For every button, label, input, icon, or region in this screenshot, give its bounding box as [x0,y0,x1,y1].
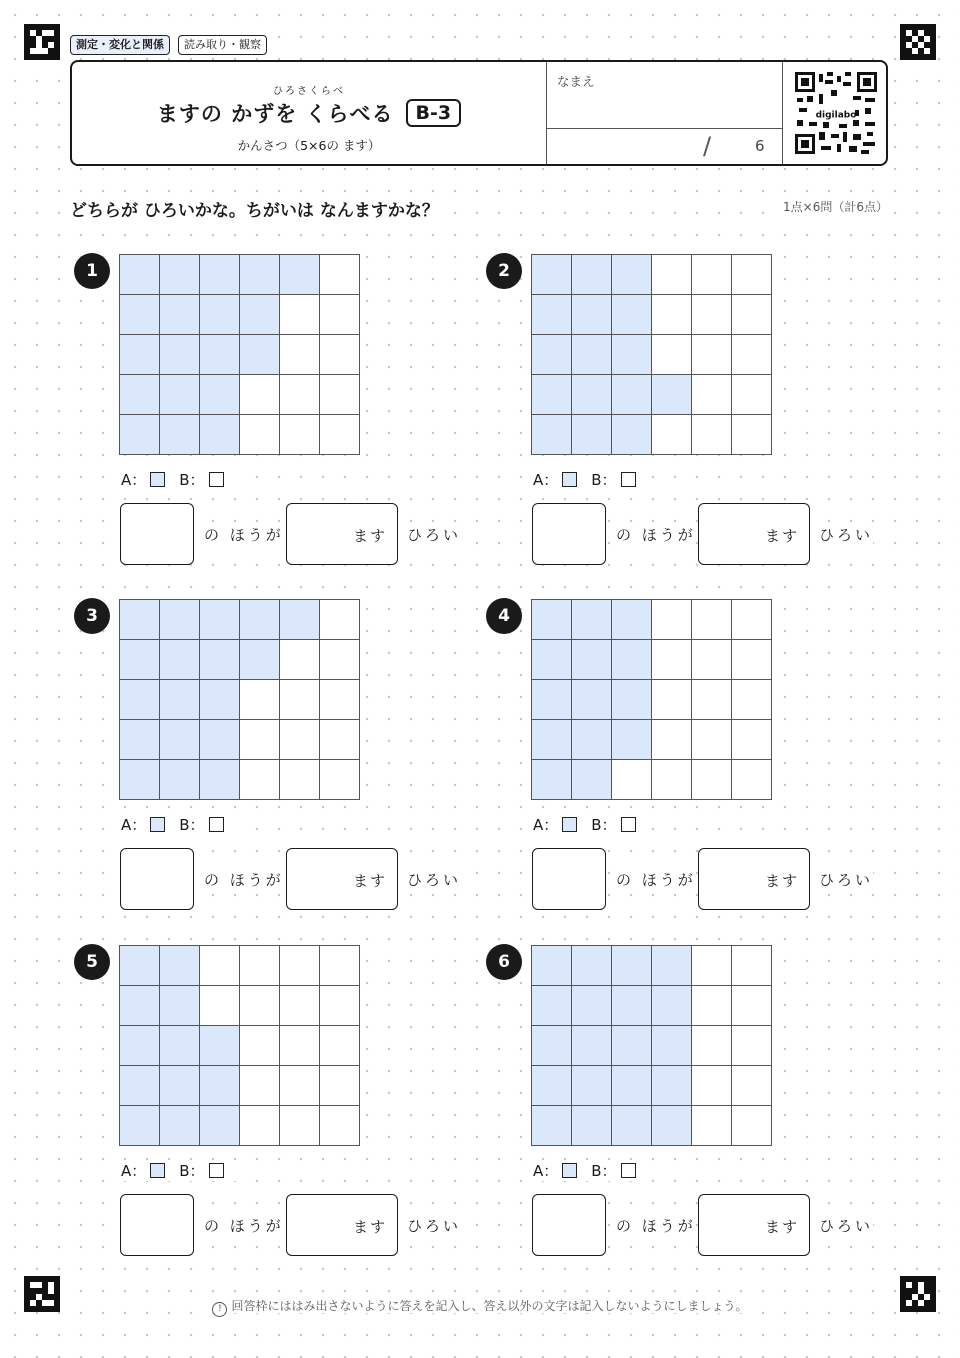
grid-cell-b [320,640,360,680]
grid-cell-a [612,946,652,986]
question-text: どちらが ひろいかな。ちがいは なんますかな？ [70,196,439,221]
grid-cell-a [532,1106,572,1146]
grid-cell-a [572,335,612,375]
corner-marker-top-left [24,24,60,60]
worksheet-subtitle: かんさつ（5×6の ます） [237,138,381,153]
grid-cell-b [320,375,360,415]
grid-cell-a [120,600,160,640]
grid-cell-b [280,946,320,986]
legend-b-label: B： [591,471,617,489]
grid-cell-b [240,1066,280,1106]
level-badge: B-3 [406,99,462,127]
legend-a-swatch [150,472,165,487]
grid-cell-a [572,295,612,335]
grid-cell-a [572,415,612,455]
grid-cell-a [120,375,160,415]
grid-cell-a [120,335,160,375]
answer-difference-box[interactable] [286,848,398,910]
grid-cell-a [572,986,612,1026]
legend-a-swatch [150,1163,165,1178]
grid-cell-b [652,760,692,800]
grid-cell-b [280,680,320,720]
grid-cell-b [612,760,652,800]
grid-cell-a [160,335,200,375]
legend-a-label: A： [533,816,559,834]
grid-cell-b [732,600,772,640]
grid-cell-b [692,640,732,680]
grid-cell-a [572,600,612,640]
grid-cell-a [160,1066,200,1106]
problem-5 [74,944,474,1274]
problem-number: 5 [74,944,110,980]
grid-cell-b [652,680,692,720]
problem-number: 2 [486,253,522,289]
footer-text: 回答枠にははみ出さないように答えを記入し、答え以外の文字は記入しないようにしましょう。 [231,1299,748,1313]
grid-cell-b [320,600,360,640]
answer-difference-box[interactable] [698,503,810,565]
legend-a-swatch [562,1163,577,1178]
grid-cell-a [120,720,160,760]
grid-cell-a [160,1106,200,1146]
grid-cell-a [160,640,200,680]
grid-cell-a [612,375,652,415]
grid-cell-b [280,1106,320,1146]
grid-cell-a [120,1106,160,1146]
legend [531,469,652,490]
grid-cell-b [320,986,360,1026]
grid-cell-a [612,1026,652,1066]
grid-cell-a [120,986,160,1026]
grid-cell-a [572,760,612,800]
problem-1 [74,253,474,583]
grid-cell-a [532,600,572,640]
grid-cell-b [280,720,320,760]
legend-a-swatch [150,817,165,832]
grid-cell-a [572,720,612,760]
grid-cell-a [200,680,240,720]
grid-cell-a [160,415,200,455]
problem-number: 6 [486,944,522,980]
answer-row [120,848,470,910]
grid-cell-a [532,946,572,986]
name-field[interactable] [546,62,783,129]
grid-cell-b [692,760,732,800]
grid-cell-a [652,1066,692,1106]
grid-cell-a [200,640,240,680]
grid-cell-b [652,335,692,375]
grid-cell-b [732,1066,772,1106]
legend-a-label: A： [121,471,147,489]
grid-cell-b [692,986,732,1026]
grid-cell-b [280,986,320,1026]
grid-cell-b [320,680,360,720]
grid-cell-a [612,295,652,335]
grid-cell-b [280,415,320,455]
grid-cell-b [732,680,772,720]
grid-cell-b [320,1066,360,1106]
answer-end-text: ひろい [407,1217,462,1235]
grid-cell-b [732,375,772,415]
grid-cell-b [200,986,240,1026]
score-total: 6 [755,137,765,155]
legend-b-swatch [209,1163,224,1178]
corner-marker-top-right [900,24,936,60]
grid-cell-b [692,1026,732,1066]
legend-b-swatch [621,817,636,832]
grid-cell-a [532,295,572,335]
grid-cell-a [160,946,200,986]
grid-cell-a [160,1026,200,1066]
grid-cell-a [160,760,200,800]
grid-cell-a [240,335,280,375]
grid-cell-b [652,295,692,335]
legend-b-label: B： [591,816,617,834]
grid-cell-a [652,986,692,1026]
grid-cell-a [240,295,280,335]
grid-cell-b [240,415,280,455]
grid-cell-a [532,986,572,1026]
grid-cell-a [160,295,200,335]
grid-cell-b [652,415,692,455]
grid-cell-a [120,415,160,455]
grid-cell-b [280,375,320,415]
qr-label: digilabo [815,110,857,121]
square-grid [119,945,360,1146]
grid-cell-b [692,375,732,415]
grid-cell-b [652,720,692,760]
grid-cell-a [532,720,572,760]
grid-cell-a [612,600,652,640]
answer-letter-box[interactable] [120,1194,194,1256]
grid-cell-a [200,1066,240,1106]
grid-cell-b [692,720,732,760]
grid-cell-b [652,600,692,640]
legend-b-label: B： [179,816,205,834]
grid-cell-a [240,640,280,680]
grid-cell-b [240,946,280,986]
grid-cell-a [532,760,572,800]
answer-end-text: ひろい [407,871,462,889]
answer-row [532,848,882,910]
grid-cell-a [200,415,240,455]
grid-cell-a [200,760,240,800]
grid-cell-b [320,415,360,455]
problem-number: 3 [74,598,110,634]
grid-cell-b [692,335,732,375]
grid-cell-b [692,680,732,720]
answer-row [120,503,470,565]
legend [531,814,652,835]
grid-cell-a [572,1106,612,1146]
problem-4 [486,598,886,928]
points-note: 1点×6問（計6点） [783,200,888,214]
grid-cell-a [612,255,652,295]
footer-note [0,1297,960,1317]
grid-cell-a [120,295,160,335]
legend [119,469,240,490]
answer-difference-box[interactable] [286,1194,398,1256]
grid-cell-b [652,640,692,680]
grid-cell-a [160,255,200,295]
answer-difference-box[interactable] [698,1194,810,1256]
title-area [72,62,546,164]
grid-cell-b [320,335,360,375]
answer-letter-box[interactable] [532,848,606,910]
grid-cell-b [280,760,320,800]
grid-cell-a [572,375,612,415]
grid-cell-a [532,680,572,720]
grid-cell-b [692,255,732,295]
grid-cell-a [572,946,612,986]
answer-letter-box[interactable] [120,848,194,910]
grid-cell-a [572,255,612,295]
answer-end-text: ひろい [407,526,462,544]
square-grid [119,599,360,800]
grid-cell-a [160,680,200,720]
grid-cell-a [120,255,160,295]
grid-cell-a [120,680,160,720]
grid-cell-a [532,640,572,680]
grid-cell-a [200,375,240,415]
grid-cell-a [532,375,572,415]
grid-cell-a [612,1106,652,1146]
qr-code-area [782,62,887,164]
answer-end-text: ひろい [819,871,874,889]
square-grid [119,254,360,455]
grid-cell-a [280,600,320,640]
legend-a-swatch [562,472,577,487]
grid-cell-b [732,415,772,455]
legend-b-swatch [209,472,224,487]
grid-cell-b [320,1026,360,1066]
grid-cell-a [200,255,240,295]
legend-a-label: A： [121,816,147,834]
grid-cell-a [612,335,652,375]
qr-code-icon [795,72,877,154]
grid-cell-b [320,720,360,760]
answer-middle-text: の ほうが [204,1217,284,1235]
category-tag: 測定・変化と関係 [70,35,170,55]
grid-cell-a [532,255,572,295]
answer-row [120,1194,470,1256]
grid-cell-b [200,946,240,986]
grid-cell-a [532,1066,572,1106]
legend-b-label: B： [179,471,205,489]
grid-cell-a [160,720,200,760]
grid-cell-a [652,1106,692,1146]
answer-end-text: ひろい [819,526,874,544]
legend-b-label: B： [179,1162,205,1180]
answer-middle-text: の ほうが [616,526,696,544]
grid-cell-b [732,986,772,1026]
legend-b-swatch [621,472,636,487]
grid-cell-a [200,1026,240,1066]
problem-number: 4 [486,598,522,634]
answer-letter-box[interactable] [532,503,606,565]
legend-a-label: A： [533,1162,559,1180]
grid-cell-a [612,680,652,720]
grid-cell-a [532,335,572,375]
grid-cell-b [280,335,320,375]
grid-cell-b [320,946,360,986]
grid-cell-b [240,375,280,415]
grid-cell-b [280,295,320,335]
skill-tag: 読み取り・観察 [178,35,267,55]
square-grid [531,254,772,455]
answer-unit: ます [764,1218,799,1236]
grid-cell-a [120,760,160,800]
grid-cell-a [572,1026,612,1066]
grid-cell-b [732,335,772,375]
grid-cell-a [200,335,240,375]
grid-cell-b [732,1026,772,1066]
answer-middle-text: の ほうが [204,526,284,544]
grid-cell-a [200,600,240,640]
grid-cell-a [612,720,652,760]
grid-cell-b [280,1066,320,1106]
grid-cell-b [240,986,280,1026]
grid-cell-b [320,295,360,335]
legend-a-swatch [562,817,577,832]
grid-cell-b [732,720,772,760]
answer-unit: ます [352,527,387,545]
answer-middle-text: の ほうが [616,871,696,889]
grid-cell-b [320,760,360,800]
grid-cell-a [280,255,320,295]
answer-unit: ます [352,1218,387,1236]
answer-middle-text: の ほうが [204,871,284,889]
grid-cell-b [692,295,732,335]
answer-difference-box[interactable] [698,848,810,910]
legend-a-label: A： [533,471,559,489]
grid-cell-b [692,946,732,986]
grid-cell-a [652,1026,692,1066]
grid-cell-a [612,986,652,1026]
grid-cell-a [160,375,200,415]
grid-cell-a [572,1066,612,1106]
grid-cell-a [612,415,652,455]
grid-cell-b [692,415,732,455]
answer-unit: ます [352,872,387,890]
answer-row [532,1194,882,1256]
grid-cell-a [572,640,612,680]
problem-6 [486,944,886,1274]
grid-cell-a [200,1106,240,1146]
problem-2 [486,253,886,583]
title-ruby: ひろさくらべ [273,86,345,97]
answer-unit: ます [764,527,799,545]
grid-cell-a [120,640,160,680]
grid-cell-a [160,986,200,1026]
grid-cell-a [160,600,200,640]
grid-cell-a [120,1066,160,1106]
grid-cell-b [240,760,280,800]
grid-cell-b [692,1066,732,1106]
grid-cell-b [732,255,772,295]
grid-cell-a [572,680,612,720]
answer-row [532,503,882,565]
answer-difference-box[interactable] [286,503,398,565]
legend-b-swatch [209,817,224,832]
grid-cell-b [240,680,280,720]
legend-b-label: B： [591,1162,617,1180]
answer-middle-text: の ほうが [616,1217,696,1235]
grid-cell-b [280,1026,320,1066]
grid-cell-a [120,1026,160,1066]
grid-cell-a [200,295,240,335]
info-icon: ! [212,1302,227,1317]
problem-3 [74,598,474,928]
problem-number: 1 [74,253,110,289]
grid-cell-b [732,760,772,800]
legend [531,1160,652,1181]
answer-end-text: ひろい [819,1217,874,1235]
grid-cell-b [280,640,320,680]
worksheet-title: ますの かずを くらべる [156,102,394,126]
grid-cell-b [732,1106,772,1146]
legend [119,1160,240,1181]
grid-cell-b [692,1106,732,1146]
answer-letter-box[interactable] [532,1194,606,1256]
grid-cell-b [240,1106,280,1146]
grid-cell-a [532,1026,572,1066]
square-grid [531,599,772,800]
grid-cell-a [652,375,692,415]
answer-letter-box[interactable] [120,503,194,565]
grid-cell-a [200,720,240,760]
grid-cell-a [612,1066,652,1106]
grid-cell-a [120,946,160,986]
grid-cell-b [732,946,772,986]
grid-cell-b [732,295,772,335]
name-label: なまえ [557,74,595,89]
answer-unit: ます [764,872,799,890]
grid-cell-a [612,640,652,680]
score-field[interactable] [546,128,783,164]
legend-a-label: A： [121,1162,147,1180]
worksheet-header [70,60,888,166]
grid-cell-a [532,415,572,455]
grid-cell-b [732,640,772,680]
grid-cell-a [652,946,692,986]
legend [119,814,240,835]
score-slash: / [703,132,712,160]
square-grid [531,945,772,1146]
grid-cell-b [240,1026,280,1066]
grid-cell-b [240,720,280,760]
grid-cell-b [320,1106,360,1146]
grid-cell-a [240,600,280,640]
grid-cell-b [652,255,692,295]
grid-cell-b [692,600,732,640]
legend-b-swatch [621,1163,636,1178]
grid-cell-a [240,255,280,295]
grid-cell-b [320,255,360,295]
